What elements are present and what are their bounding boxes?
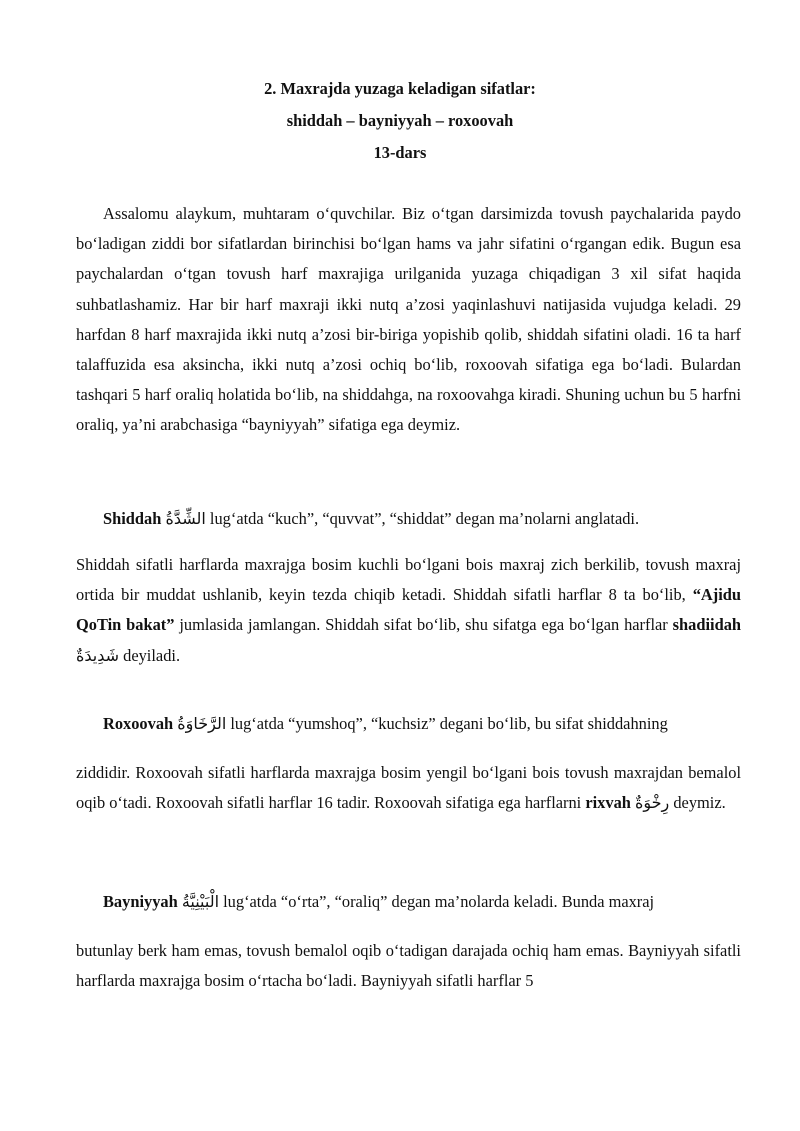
shiddah-text2: Shiddah sifatli harflarda maxrajga bosim kuchli bo‘lgani bois maxraj zich berkilib, tovush maxraj ortida bir muddat ushlanib, keyin tezda chiqib ketadi. Shiddah sifatli harflar 8 ta bo‘lib, [76,555,741,605]
rixvah-arabic: رِخْوَةٌ [634,793,670,813]
roxoovah-paragraph [76,709,741,739]
shiddah-text4: deyiladi. [119,645,181,665]
section-title: 2. Maxrajda yuzaga keladigan sifatlar: [264,79,536,98]
shiddah-phrase: “Ajidu QoTin bakat” [76,585,741,635]
intro-text: Assalomu alaykum, muhtaram o‘quvchilar. Biz o‘tgan darsimizda tovush paychalarida paydo bo‘ladigan ziddi bor sifatlardan birinchisi bo‘lgan hams va jahr sifatini o‘rgangan edik. Bugun esa paychalardan o‘tgan tovush harf maxrajiga urilganida yuzaga chiqadigan 3 xil sifat haqida suhbatlashamiz. Har bir harf maxraji ikki nutq a’zosi yaqinlashuvi natijasida vujudga keladi. 29 harfdan 8 harf maxrajida ikki nutq a’zosi bir-biriga yopishib qolib, shiddah sifatini oladi. 16 ta harf talaffuzida esa aksincha, ikki nutq a’zosi ochiq bo‘lib, roxoovah sifatiga ega bo‘ladi. Bulardan tashqari 5 harf oraliq holatida bo‘lib, na shiddahga, na roxoovahga kiradi. Shuning uchun bu 5 harfni oraliq, ya’ni arabchasiga “bayniyyah” sifatiga ega deymiz. [76,204,741,435]
shadiidah-term: shadiidah [672,615,742,635]
intro-paragraph [76,199,741,441]
shiddah-paragraph-cont [76,550,741,671]
shiddah-term: Shiddah [103,509,162,528]
lesson-number: 13-dars [373,143,427,162]
bayniyyah-term: Bayniyyah [103,892,178,911]
bayniyyah-text2: butunlay berk ham emas, tovush bemalol oqib o‘tadigan darajada ochiq ham emas. Bayniyyah sifatli harflarda maxrajga bosim o‘rtacha bo‘ladi. Bayniyyah sifatli harflar 5 [76,941,741,991]
shiddah-paragraph [76,497,741,541]
roxoovah-paragraph-cont [76,758,741,818]
bayniyyah-text1: lug‘atda “o‘rta”, “oraliq” degan ma’nolarda keladi. Bunda maxraj [219,892,655,911]
roxoovah-text1: lug‘atda “yumshoq”, “kuchsiz” degani bo‘lib, bu sifat shiddahning [226,714,668,733]
shadiidah-arabic: شَدِيدَةٌ [76,645,120,665]
rixvah-term: rixvah [585,793,631,813]
shiddah-arabic: الشِّدَّةُ [165,509,206,528]
bayniyyah-paragraph-cont [76,936,741,996]
roxoovah-term: Roxoovah [103,714,174,733]
roxoovah-text3: deymiz. [669,793,726,813]
shiddah-text1: lug‘atda “kuch”, “quvvat”, “shiddat” degan ma’nolarni anglatadi. [205,509,640,528]
roxoovah-text2: ziddidir. Roxoovah sifatli harflarda maxrajga bosim yengil bo‘lgani bois tovush maxrajdan bemalol oqib o‘tadi. Roxoovah sifatli harflar 16 tadir. Roxoovah sifatiga ega harflarni [76,763,741,813]
shiddah-text3: jumlasida jamlangan. Shiddah sifat bo‘lib, shu sifatga ega bo‘lgan harflar [174,615,673,635]
bayniyyah-paragraph [76,887,741,917]
title-block [0,78,800,174]
roxoovah-arabic: الرَّخَاوَةُ [177,714,227,733]
section-subtitle: shiddah – bayniyyah – roxoovah [286,111,514,130]
bayniyyah-arabic: الْبَيْنِيَّةُ [181,892,220,911]
